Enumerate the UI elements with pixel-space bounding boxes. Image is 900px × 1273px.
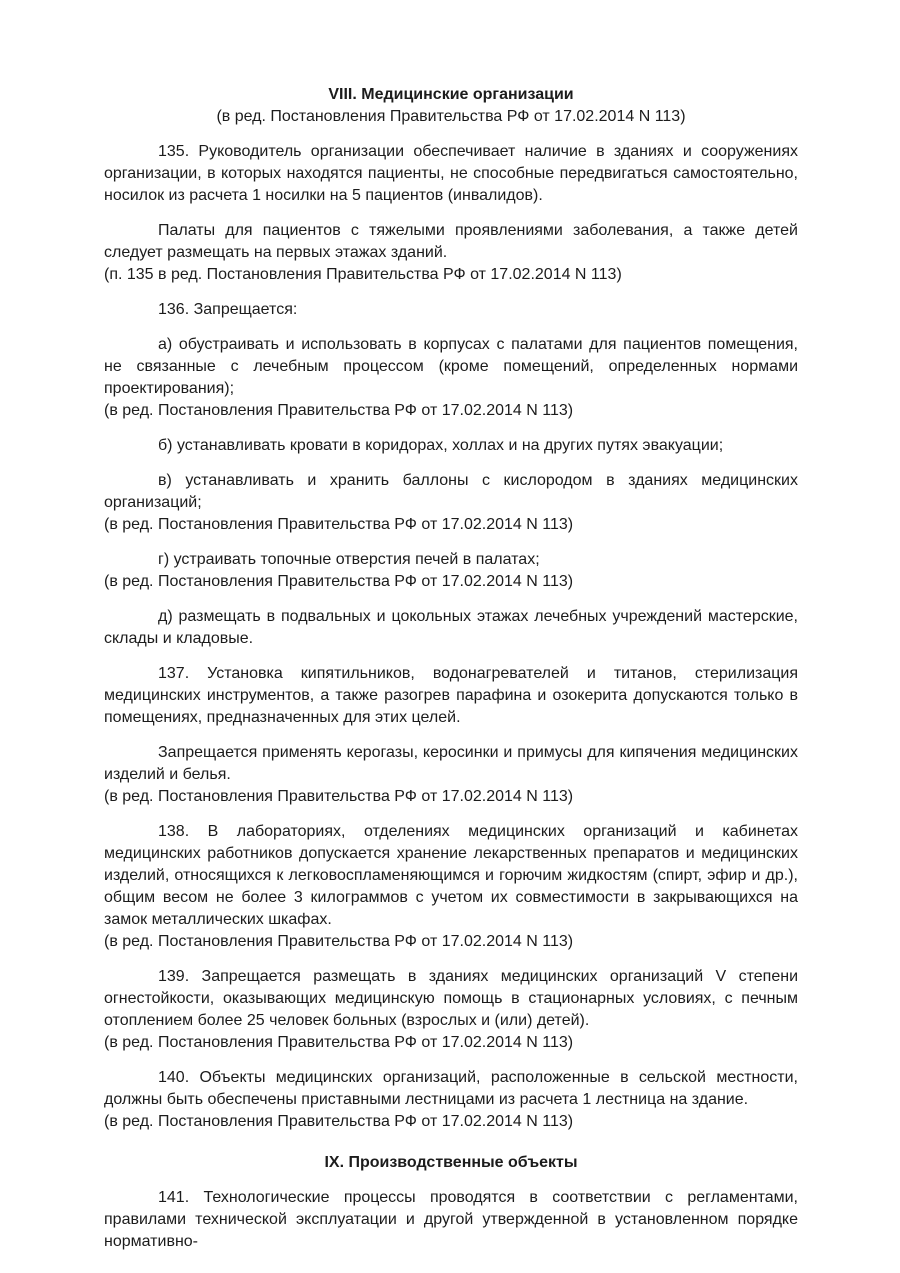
paragraph-137: 137. Установка кипятильников, водонагревателей и титанов, стерилизация медицинских инструментов, а также разогрев парафина и озокерита допускаются только в помещениях, предназначенных для этих целей. [104,665,798,726]
subitem-v: в) устанавливать и хранить баллоны с кислородом в зданиях медицинских организаций; [104,472,798,511]
paragraph-141: 141. Технологические процессы проводятся в соответствии с регламентами, правилами технической эксплуатации и другой утвержденной в установленном порядке нормативно- [104,1189,798,1250]
amendment-note: (в ред. Постановления Правительства РФ от 17.02.2014 N 113) [104,788,574,805]
subitem-a: а) обустраивать и использовать в корпусах с палатами для пациентов помещения, не связанные с лечебным процессом (кроме помещений, определенных нормами проектирования); [104,336,798,397]
paragraph-138: 138. В лабораториях, отделениях медицинских организаций и кабинетах медицинских работников допускается хранение лекарственных препаратов и медицинских изделий, относящихся к легковоспламеняющимся и горючим жидкостям (спирт, эфир и др.), общим весом не более 3 килограммов с учетом их совместимости в закрывающихся на замок металлических шкафах. [104,823,798,928]
subitem-d: д) размещать в подвальных и цокольных этажах лечебных учреждений мастерские, склады и кладовые. [104,608,798,647]
amendment-note: (в ред. Постановления Правительства РФ от 17.02.2014 N 113) [104,573,574,590]
subitem-g: г) устраивать топочные отверстия печей в палатах; [158,551,540,568]
amendment-note: (п. 135 в ред. Постановления Правительства РФ от 17.02.2014 N 113) [104,266,622,283]
amendment-note: (в ред. Постановления Правительства РФ от 17.02.2014 N 113) [104,1113,574,1130]
paragraph-137-ban: Запрещается применять керогазы, керосинки и примусы для кипячения медицинских изделий и белья. [104,744,798,783]
subitem-b: б) устанавливать кровати в коридорах, холлах и на других путях эвакуации; [158,437,724,454]
amendment-note: (в ред. Постановления Правительства РФ от 17.02.2014 N 113) [104,933,574,950]
amendment-note: (в ред. Постановления Правительства РФ от 17.02.2014 N 113) [104,402,574,419]
amendment-note: (в ред. Постановления Правительства РФ от 17.02.2014 N 113) [104,516,574,533]
paragraph-139: 139. Запрещается размещать в зданиях медицинских организаций V степени огнестойкости, оказывающих медицинскую помощь в стационарных условиях, с печным отоплением более 25 человек больных (взрослых и (или) детей). [104,968,798,1029]
paragraph-136: 136. Запрещается: [158,301,298,318]
paragraph-135: 135. Руководитель организации обеспечивает наличие в зданиях и сооружениях организации, в которых находятся пациенты, не способные передвигаться самостоятельно, носилок из расчета 1 носилки на 5 пациентов (инвалидов). [104,143,798,204]
amendment-note: (в ред. Постановления Правительства РФ от 17.02.2014 N 113) [104,1034,574,1051]
section-amendment-subtitle: (в ред. Постановления Правительства РФ от 17.02.2014 N 113) [216,108,686,125]
section-heading-ix: IX. Производственные объекты [324,1154,578,1171]
paragraph-135-wards: Палаты для пациентов с тяжелыми проявлениями заболевания, а также детей следует размещать на первых этажах зданий. [104,222,798,261]
paragraph-140: 140. Объекты медицинских организаций, расположенные в сельской местности, должны быть обеспечены приставными лестницами из расчета 1 лестница на здание. [104,1069,798,1108]
section-heading-viii: VIII. Медицинские организации [328,86,574,103]
